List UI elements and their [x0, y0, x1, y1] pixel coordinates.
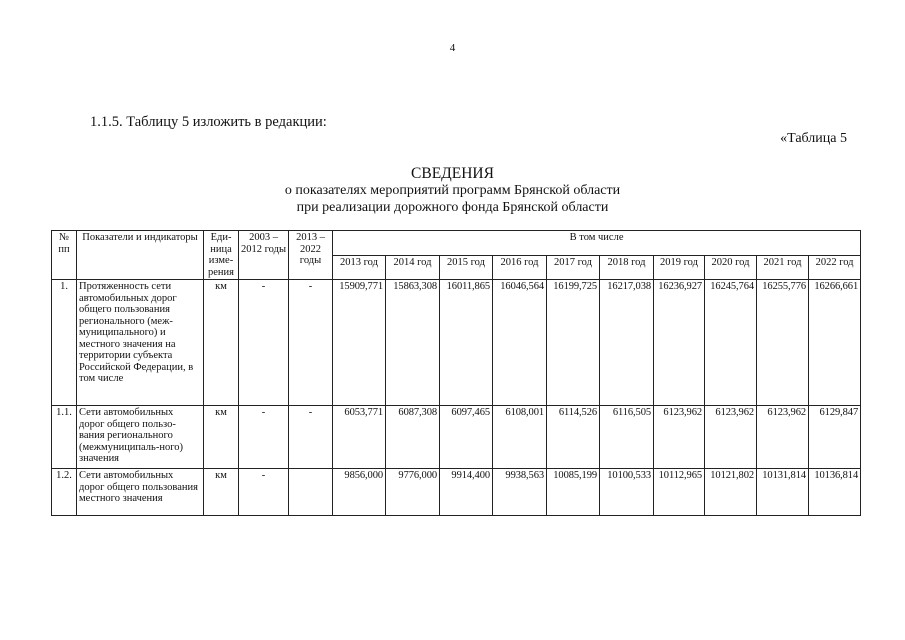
row-period-2013-2022: [289, 469, 333, 516]
row-number: 1.1.: [52, 406, 77, 469]
row-value: 9938,563: [493, 469, 547, 516]
row-unit: км: [204, 406, 239, 469]
row-value: 9856,000: [333, 469, 386, 516]
row-period-2003-2012: -: [239, 280, 289, 406]
row-value: 10136,814: [809, 469, 861, 516]
header-year: 2020 год: [705, 255, 757, 280]
row-value: 15863,308: [386, 280, 440, 406]
row-value: 16217,038: [600, 280, 654, 406]
title-main: СВЕДЕНИЯ: [411, 165, 494, 182]
header-num: № пп: [52, 231, 77, 280]
title-line-3: при реализации дорожного фонда Брянской области: [296, 200, 609, 215]
row-indicator: Протяженность сети автомобильных дорог общего пользования регионального (меж-муниципального) и местного значения на территории субъекта Российской Федерации, в том числе: [77, 280, 204, 406]
row-value: 16199,725: [547, 280, 600, 406]
row-value: 6123,962: [705, 406, 757, 469]
header-year: 2021 год: [757, 255, 809, 280]
row-value: 6114,526: [547, 406, 600, 469]
row-value: 10112,965: [654, 469, 705, 516]
row-value: 9914,400: [440, 469, 493, 516]
page-number: 4: [449, 42, 456, 54]
header-year: 2014 год: [386, 255, 440, 280]
header-year: 2022 год: [809, 255, 861, 280]
title-block: [0, 165, 905, 216]
header-year: 2013 год: [333, 255, 386, 280]
row-indicator: Сети автомобильных дорог общего пользования местного значения: [77, 469, 204, 516]
table-row: [52, 406, 861, 469]
row-period-2003-2012: -: [239, 406, 289, 469]
indicators-table: [51, 230, 861, 516]
header-including: В том числе: [333, 231, 861, 256]
row-number: 1.2.: [52, 469, 77, 516]
row-value: 9776,000: [386, 469, 440, 516]
header-unit: Еди-ница изме-рения: [204, 231, 239, 280]
row-indicator: Сети автомобильных дорог общего пользо-вания регионального (межмуниципаль-ного) значения: [77, 406, 204, 469]
row-value: 16266,661: [809, 280, 861, 406]
table-row: [52, 280, 861, 406]
row-period-2003-2012: -: [239, 469, 289, 516]
row-value: 6123,962: [654, 406, 705, 469]
row-number: 1.: [52, 280, 77, 406]
header-row-1: [52, 231, 861, 256]
row-value: 10121,802: [705, 469, 757, 516]
row-value: 16011,865: [440, 280, 493, 406]
header-year: 2016 год: [493, 255, 547, 280]
row-unit: км: [204, 280, 239, 406]
row-period-2013-2022: -: [289, 280, 333, 406]
row-unit: км: [204, 469, 239, 516]
row-value: 6053,771: [333, 406, 386, 469]
header-year: 2018 год: [600, 255, 654, 280]
header-indicator: Показатели и индикаторы: [77, 231, 204, 280]
title-line-2: о показателях мероприятий программ Брянской области: [284, 183, 621, 198]
header-period-2003-2012: 2003 – 2012 годы: [239, 231, 289, 280]
row-value: 16236,927: [654, 280, 705, 406]
row-value: 6123,962: [757, 406, 809, 469]
table-label: «Таблица 5: [780, 131, 847, 146]
header-year: 2017 год: [547, 255, 600, 280]
table-row: [52, 469, 861, 516]
row-value: 16255,776: [757, 280, 809, 406]
row-value: 15909,771: [333, 280, 386, 406]
header-year: 2015 год: [440, 255, 493, 280]
row-value: 10085,199: [547, 469, 600, 516]
row-value: 10131,814: [757, 469, 809, 516]
row-value: 6116,505: [600, 406, 654, 469]
row-value: 6108,001: [493, 406, 547, 469]
row-period-2013-2022: -: [289, 406, 333, 469]
row-value: 6087,308: [386, 406, 440, 469]
row-value: 16046,564: [493, 280, 547, 406]
row-value: 16245,764: [705, 280, 757, 406]
row-value: 10100,533: [600, 469, 654, 516]
header-year: 2019 год: [654, 255, 705, 280]
row-value: 6097,465: [440, 406, 493, 469]
intro-text: 1.1.5. Таблицу 5 изложить в редакции:: [90, 114, 327, 130]
row-value: 6129,847: [809, 406, 861, 469]
header-period-2013-2022: 2013 – 2022 годы: [289, 231, 333, 280]
